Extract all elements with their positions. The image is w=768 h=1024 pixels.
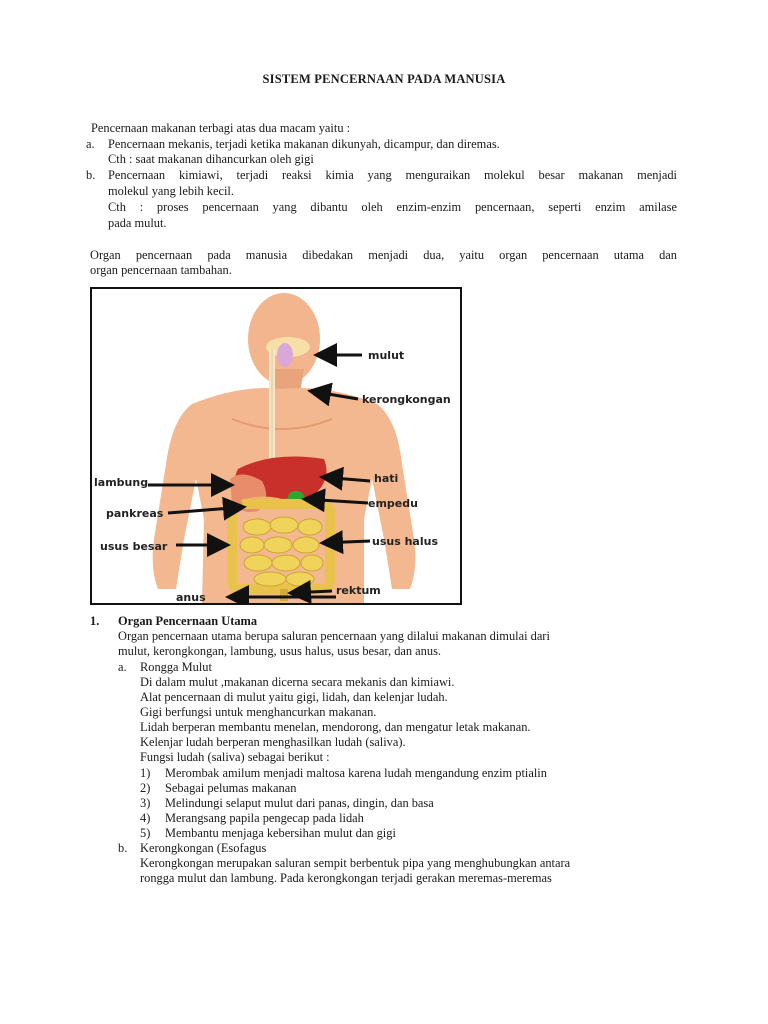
label-lambung: lambung xyxy=(94,476,149,489)
digestive-system-diagram xyxy=(92,289,460,603)
mouth-line: Lidah berperan membantu menelan, mendorong, dan mengatur letak makanan. xyxy=(140,720,531,734)
digestive-system-figure xyxy=(90,287,462,605)
mouth-line: Di dalam mulut ,makanan dicerna secara mekanis dan kimiawi. xyxy=(140,675,455,689)
section-desc-line-1: Organ pencernaan utama berupa saluran pencernaan yang dilalui makanan dimulai dari xyxy=(118,629,550,643)
function-number: 3) xyxy=(140,796,151,810)
mouth-line: Gigi berfungsi untuk menghancurkan makanan. xyxy=(140,705,377,719)
section-desc-line-2: mulut, kerongkongan, lambung, usus halus, usus besar, dan anus. xyxy=(118,644,441,658)
intro-item-b-text-2: molekul yang lebih kecil. xyxy=(108,184,234,198)
list-marker-a: a. xyxy=(86,137,95,151)
intro-item-b-example-2: pada mulut. xyxy=(108,216,167,230)
label-kerongkongan: kerongkongan xyxy=(362,393,451,406)
function-text: Membantu menjaga kebersihan mulut dan gigi xyxy=(165,826,396,840)
mouth-line: Alat pencernaan di mulut yaitu gigi, lidah, dan kelenjar ludah. xyxy=(140,690,448,704)
esophagus-line-2: rongga mulut dan lambung. Pada kerongkongan terjadi gerakan meremas-meremas xyxy=(140,871,552,885)
salivary-gland xyxy=(277,343,293,367)
function-text: Merangsang papila pengecap pada lidah xyxy=(165,811,364,825)
subsection-b-marker: b. xyxy=(118,841,128,855)
function-number: 4) xyxy=(140,811,151,825)
subsection-a-marker: a. xyxy=(118,660,127,674)
function-text: Melindungi selaput mulut dari panas, dingin, dan basa xyxy=(165,796,434,810)
label-usus-besar: usus besar xyxy=(100,540,168,553)
intro-item-b-text-1: Pencernaan kimiawi, terjadi reaksi kimia yang menguraikan molekul besar makanan menjadi xyxy=(108,168,677,182)
intro-item-a-example: Cth : saat makanan dihancurkan oleh gigi xyxy=(108,152,314,166)
label-anus: anus xyxy=(176,591,206,603)
label-pankreas: pankreas xyxy=(106,507,164,520)
organ-paragraph-line-2: organ pencernaan tambahan. xyxy=(90,263,232,277)
document-title: SISTEM PENCERNAAN PADA MANUSIA xyxy=(262,72,506,86)
esophagus-line-1: Kerongkongan merupakan saluran sempit berbentuk pipa yang menghubungkan antara xyxy=(140,856,571,870)
intro-line: Pencernaan makanan terbagi atas dua macam yaitu : xyxy=(91,121,351,135)
label-mulut: mulut xyxy=(368,349,405,362)
organ-paragraph-line-1: Organ pencernaan pada manusia dibedakan menjadi dua, yaitu organ pencernaan utama dan xyxy=(90,248,677,262)
label-rektum: rektum xyxy=(336,584,381,597)
function-number: 1) xyxy=(140,766,151,780)
section-number: 1. xyxy=(90,614,100,628)
subsection-a-title: Rongga Mulut xyxy=(140,660,212,674)
label-hati: hati xyxy=(374,472,399,485)
mouth-line: Kelenjar ludah berperan menghasilkan ludah (saliva). xyxy=(140,735,406,749)
intro-item-b-example-1: Cth : proses pencernaan yang dibantu oleh enzim-enzim pencernaan, seperti enzim amilase xyxy=(108,200,677,214)
function-text: Merombak amilum menjadi maltosa karena ludah mengandung enzim ptialin xyxy=(165,766,547,780)
subsection-b-title: Kerongkongan (Esofagus xyxy=(140,841,267,855)
list-marker-b: b. xyxy=(86,168,96,182)
label-usus-halus: usus halus xyxy=(372,535,438,548)
intro-item-a-text: Pencernaan mekanis, terjadi ketika makanan dikunyah, dicampur, dan diremas. xyxy=(108,137,500,151)
function-text: Sebagai pelumas makanan xyxy=(165,781,297,795)
function-number: 2) xyxy=(140,781,151,795)
mouth-line: Fungsi ludah (saliva) sebagai berikut : xyxy=(140,750,330,764)
label-empedu: empedu xyxy=(368,497,418,510)
section-heading: Organ Pencernaan Utama xyxy=(118,614,258,628)
function-number: 5) xyxy=(140,826,151,840)
